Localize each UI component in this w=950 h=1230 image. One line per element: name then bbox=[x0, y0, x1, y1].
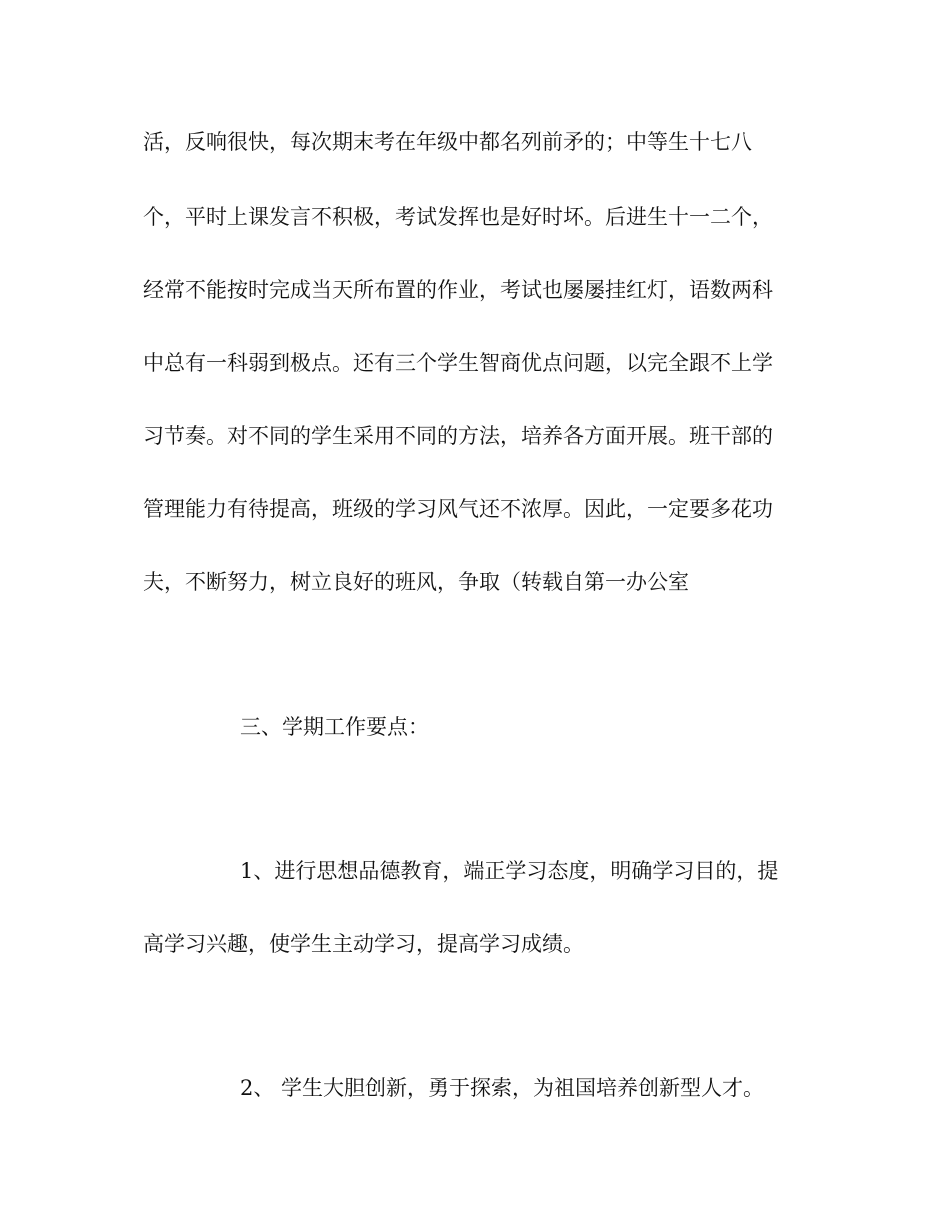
section-heading: 三、学期工作要点： bbox=[240, 715, 429, 739]
paragraph-line: 中总有一科弱到极点。还有三个学生智商优点问题，以完全跟不上学 bbox=[143, 351, 773, 375]
list-item-line: 2、 学生大胆创新，勇于探索，为祖国培养创新型人才。 bbox=[240, 1076, 765, 1100]
paragraph-line: 夫，不断努力，树立良好的班风，争取（转载自第一办公室 bbox=[143, 570, 689, 594]
paragraph-line: 管理能力有待提高，班级的学习风气还不浓厚。因此，一定要多花功 bbox=[143, 497, 773, 521]
paragraph-line: 个，平时上课发言不积极，考试发挥也是好时坏。后进生十一二个， bbox=[143, 205, 773, 229]
paragraph-line: 活，反响很快，每次期末考在年级中都名列前矛的；中等生十七八 bbox=[143, 130, 752, 154]
list-item-line: 1、进行思想品德教育，端正学习态度，明确学习目的，提 bbox=[240, 859, 779, 883]
paragraph-line: 经常不能按时完成当天所布置的作业，考试也屡屡挂红灯，语数两科 bbox=[143, 278, 773, 302]
paragraph-line: 习节奏。对不同的学生采用不同的方法，培养各方面开展。班干部的 bbox=[143, 424, 773, 448]
list-item-line: 高学习兴趣，使学生主动学习，提高学习成绩。 bbox=[143, 932, 584, 956]
